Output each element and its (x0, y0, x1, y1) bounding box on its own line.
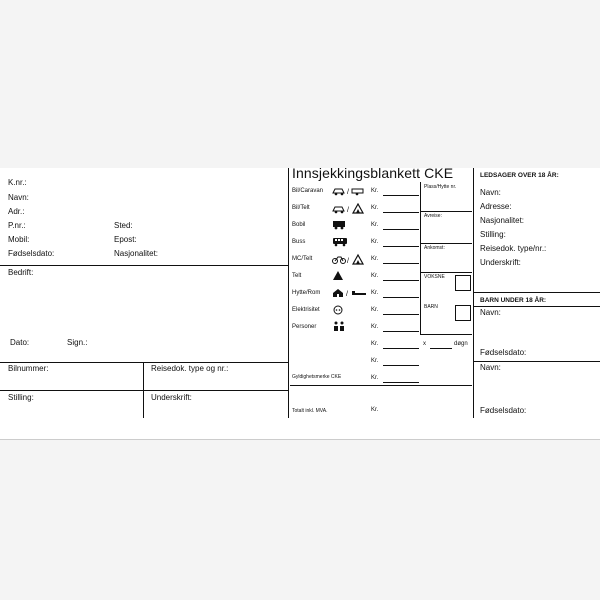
birth-date-label: Fødselsdato: (8, 249, 55, 258)
kr-label: Kr. (371, 273, 379, 279)
divider (473, 292, 600, 293)
email-label: Epost: (114, 235, 137, 244)
kr-label: Kr. (371, 324, 379, 330)
amount-line[interactable] (383, 297, 419, 298)
children-count-box[interactable] (455, 305, 471, 321)
signature-label: Sign.: (67, 338, 88, 347)
company-label: Bedrift: (8, 268, 34, 277)
car-caravan-icon (332, 186, 366, 196)
row-label: Bobil (292, 222, 306, 228)
kr-label: Kr. (371, 375, 379, 381)
cabin-bed-icon (332, 288, 368, 298)
mobile-label: Mobil: (8, 235, 30, 244)
times-sign: x (423, 341, 426, 347)
row-label: Telt (292, 273, 302, 279)
position-label: Stilling: (8, 393, 34, 402)
name-label: Navn: (8, 193, 29, 202)
tent-icon (332, 270, 344, 281)
people-icon (332, 321, 346, 332)
kr-label: Kr. (371, 290, 379, 296)
amount-line[interactable] (383, 348, 419, 349)
divider (0, 390, 288, 391)
companion-address-label: Adresse: (480, 202, 512, 211)
children-label: BARN (424, 304, 438, 310)
divider (0, 362, 288, 363)
postal-number-label: P.nr.: (8, 221, 26, 230)
children-heading: BARN UNDER 18 ÅR: (480, 297, 547, 304)
divider (420, 243, 472, 244)
row-label: Elektrisitet (292, 307, 320, 313)
check-in-form (0, 165, 600, 440)
departure-label: Avreise: (424, 213, 442, 219)
amount-line[interactable] (383, 229, 419, 230)
divider (420, 182, 421, 334)
place-label: Sted: (114, 221, 133, 230)
nationality-label: Nasjonalitet: (114, 249, 159, 258)
car-tent-icon (332, 203, 366, 214)
nights-line[interactable] (430, 348, 452, 349)
amount-line[interactable] (383, 382, 419, 383)
row-label: Personer (292, 324, 317, 330)
row-label: Hytte/Rom (292, 290, 321, 296)
svg-text:/: / (347, 189, 349, 196)
divider (473, 361, 600, 362)
svg-text:/: / (347, 207, 349, 214)
svg-text:/: / (347, 258, 349, 265)
validity-stamp-label: Gyldighetsmerke CKE (292, 374, 342, 380)
kr-label: Kr. (371, 407, 379, 413)
divider (473, 168, 474, 418)
companion-heading: LEDSAGER OVER 18 ÅR: (480, 172, 559, 179)
child-name-label: Navn: (480, 363, 501, 372)
companion-signature-label: Underskrift: (480, 258, 521, 267)
companion-position-label: Stilling: (480, 230, 506, 239)
amount-line[interactable] (383, 314, 419, 315)
divider (288, 168, 289, 418)
companion-name-label: Navn: (480, 188, 501, 197)
child-birth-date-label: Fødselsdato: (480, 348, 527, 357)
kr-label: Kr. (371, 256, 379, 262)
kr-label: Kr. (371, 307, 379, 313)
row-label: Bil/Telt (292, 205, 310, 211)
nights-label: døgn (454, 341, 468, 347)
kr-label: Kr. (371, 239, 379, 245)
total-label: Totalt inkl. MVA. (292, 408, 328, 414)
amount-line[interactable] (383, 280, 419, 281)
svg-text:/: / (346, 291, 348, 298)
card-bottom-edge (0, 439, 600, 440)
divider (420, 272, 472, 273)
adults-label: VOKSNE (424, 274, 445, 280)
address-label: Adr.: (8, 207, 25, 216)
license-plate-label: Bilnummer: (8, 364, 49, 373)
divider (473, 306, 600, 307)
kr-label: Kr. (371, 205, 379, 211)
date-label: Dato: (10, 338, 30, 347)
child-birth-date-label: Fødselsdato: (480, 406, 527, 415)
travel-doc-label: Reisedok. type og nr.: (151, 364, 229, 373)
site-cabin-number-label: Plass/Hytte nr. (424, 184, 457, 190)
companion-nationality-label: Nasjonalitet: (480, 216, 525, 225)
kr-label: Kr. (371, 358, 379, 364)
divider (290, 385, 472, 386)
plug-icon (332, 305, 344, 315)
arrival-label: Ankomst: (424, 245, 445, 251)
amount-line[interactable] (383, 212, 419, 213)
row-label: Buss (292, 239, 306, 245)
row-label: Bil/Caravan (292, 188, 324, 194)
kr-label: Kr. (371, 188, 379, 194)
row-label: MC/Telt (292, 256, 313, 262)
customer-number-label: K.nr.: (8, 178, 27, 187)
adults-count-box[interactable] (455, 275, 471, 291)
signature-label: Underskrift: (151, 393, 192, 402)
divider (0, 265, 288, 266)
companion-travel-doc-label: Reisedok. type/nr.: (480, 244, 547, 253)
kr-label: Kr. (371, 341, 379, 347)
divider (420, 211, 472, 212)
amount-line[interactable] (383, 331, 419, 332)
amount-line[interactable] (383, 263, 419, 264)
bus-icon (332, 237, 348, 247)
kr-label: Kr. (371, 222, 379, 228)
amount-line[interactable] (383, 195, 419, 196)
child-name-label: Navn: (480, 308, 501, 317)
divider (420, 334, 472, 335)
motorhome-icon (332, 220, 346, 230)
amount-line[interactable] (383, 246, 419, 247)
amount-line[interactable] (383, 365, 419, 366)
motorcycle-tent-icon (332, 253, 366, 265)
form-title: Innsjekkingsblankett CKE (292, 165, 454, 181)
